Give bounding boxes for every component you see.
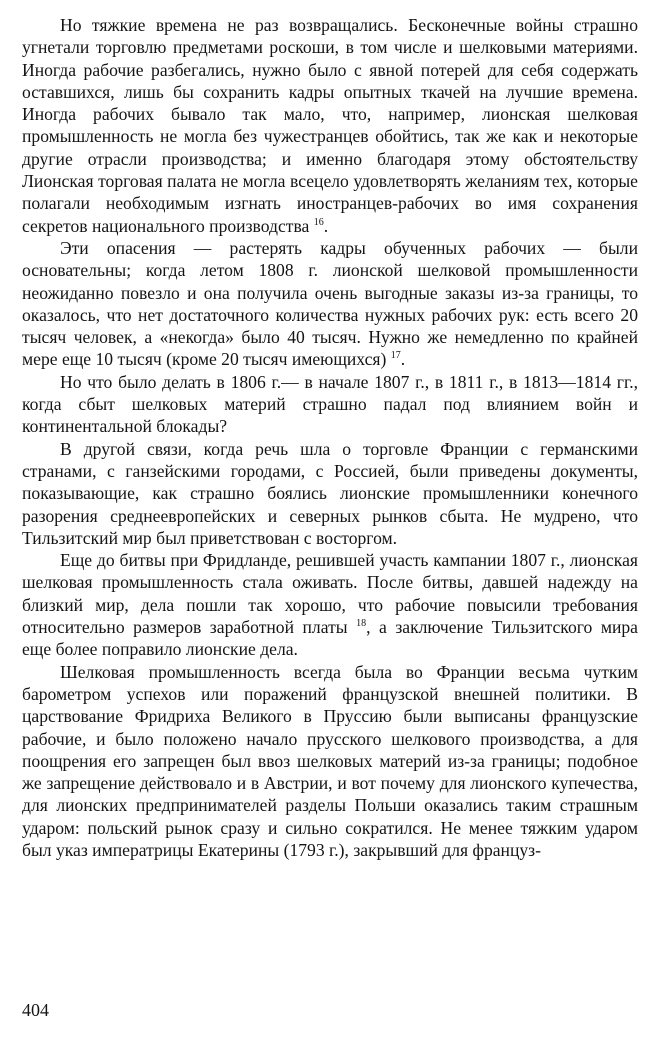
paragraph-5-text-after: , а заключение Тильзитского мира еще более поправило лионские дела.	[22, 617, 638, 660]
footnote-ref-17[interactable]: 17	[390, 350, 401, 362]
paragraph-5	[22, 549, 638, 660]
page-text-body	[22, 14, 638, 861]
page-number: 404	[22, 1000, 49, 1020]
paragraph-2-text: Эти опасения — растерять кадры обученных рабочих — были основательны; когда летом 1808 г. лионской шелковой промышленности неожиданно повезло и она получила очень выгодные заказы из-за границы, то оказалось, что нет достаточного количества нужных рабочих рук: есть всего 20 тысяч человек, а «некогда» было 40 тысяч. Нужно же немедленно по крайней мере еще 10 тысяч (кроме 20 тысяч имеющихся)	[22, 237, 638, 370]
footnote-ref-16[interactable]: 16	[313, 216, 324, 228]
paragraph-4-text: В другой связи, когда речь шла о торговле Франции с германскими странами, с ганзейскими городами, с Россией, были приведены документы, показывающие, как страшно боялись лионские промышленники конечного разорения среднеевропейских и северных рынков сбыта. Не мудрено, что Тильзитский мир был приветствован с восторгом.	[22, 438, 638, 548]
paragraph-3	[22, 371, 638, 438]
paragraph-3-text: Но что было делать в 1806 г.— в начале 1807 г., в 1811 г., в 1813—1814 гг., когда сбыт шелковых материй страшно падал под влиянием войн и континентальной блокады?	[22, 371, 638, 437]
footnote-ref-18[interactable]: 18	[356, 618, 367, 630]
paragraph-1: Но тяжкие времена не раз возвращались. Бесконечные войны страшно угнетали торговлю предметами роскоши, в том числе и шелковыми материями. Иногда рабочие разбегались, нужно было с явной потерей для себя содержать оставшихся, лишь бы сохранить кадры опытных ткачей на лучшие времена. Иногда рабочих бывало так мало, что, например, лионская шелковая промышленность не могла без чужестранцев обойтись, так же как и некоторые другие отрасли производства; и именно благодаря этому обстоятельству Лионская торговая палата не могла всецело удовлетворять желаниям тех, которые полагали необходимым изгнать иностранцев-рабочих во имя сохранения секретов национального производства $^{16}$.	[22, 15, 638, 236]
paragraph-5-text-before: Еще до битвы при Фридланде, решившей участь кампании 1807 г., лионская шелковая промышленность стала оживать. После битвы, давшей надежду на близкий мир, дела пошли так хорошо, что рабочие повысили требования относительно размеров заработной платы	[22, 550, 638, 638]
paragraph-4	[22, 438, 638, 549]
paragraph-1-text: Но тяжкие времена не раз возвращались. Бесконечные войны страшно угнетали торговлю предметами роскоши, в том числе и шелковыми материями. Иногда рабочие разбегались, нужно было с явной потерей для себя содержать оставшихся, лишь бы сохранить кадры опытных ткачей на лучшие времена. Иногда рабочих бывало так мало, что, например, лионская шелковая промышленность не могла без чужестранцев обойтись, так же как и некоторые другие отрасли производства; и именно благодаря этому обстоятельству Лионская торговая палата не могла всецело удовлетворять желаниям тех, которые полагали необходимым изгнать иностранцев-рабочих во имя сохранения секретов национального производства	[22, 15, 638, 236]
paragraph-2: Эти опасения — растерять кадры обученных рабочих — были основательны; когда летом 1808 г. лионской шелковой промышленности неожиданно повезло и она получила очень выгодные заказы из-за границы, то оказалось, что нет достаточного количества нужных рабочих рук: есть всего 20 тысяч человек, а «некогда» было 40 тысяч. Нужно же немедленно по крайней мере еще 10 тысяч (кроме 20 тысяч имеющихся) $^{17}$.	[22, 237, 638, 370]
paragraph-6-text: Шелковая промышленность всегда была во Франции весьма чутким барометром успехов или поражений французской внешней политики. В царствование Фридриха Великого в Пруссию были выписаны французские рабочие, и было положено начало прусского шелкового производства, а для поощрения его запрещен был ввоз шелковых материй из-за границы; подобное же запрещение действовало и в Австрии, и вот почему для лионского купечества, для лионских предпринимателей разделы Польши оказались таким страшным ударом: польский рынок сразу и сильно сократился. Не менее тяжким ударом был указ императрицы Екатерины (1793 г.), закрывший для француз-	[22, 661, 638, 860]
paragraph-6	[22, 661, 638, 862]
